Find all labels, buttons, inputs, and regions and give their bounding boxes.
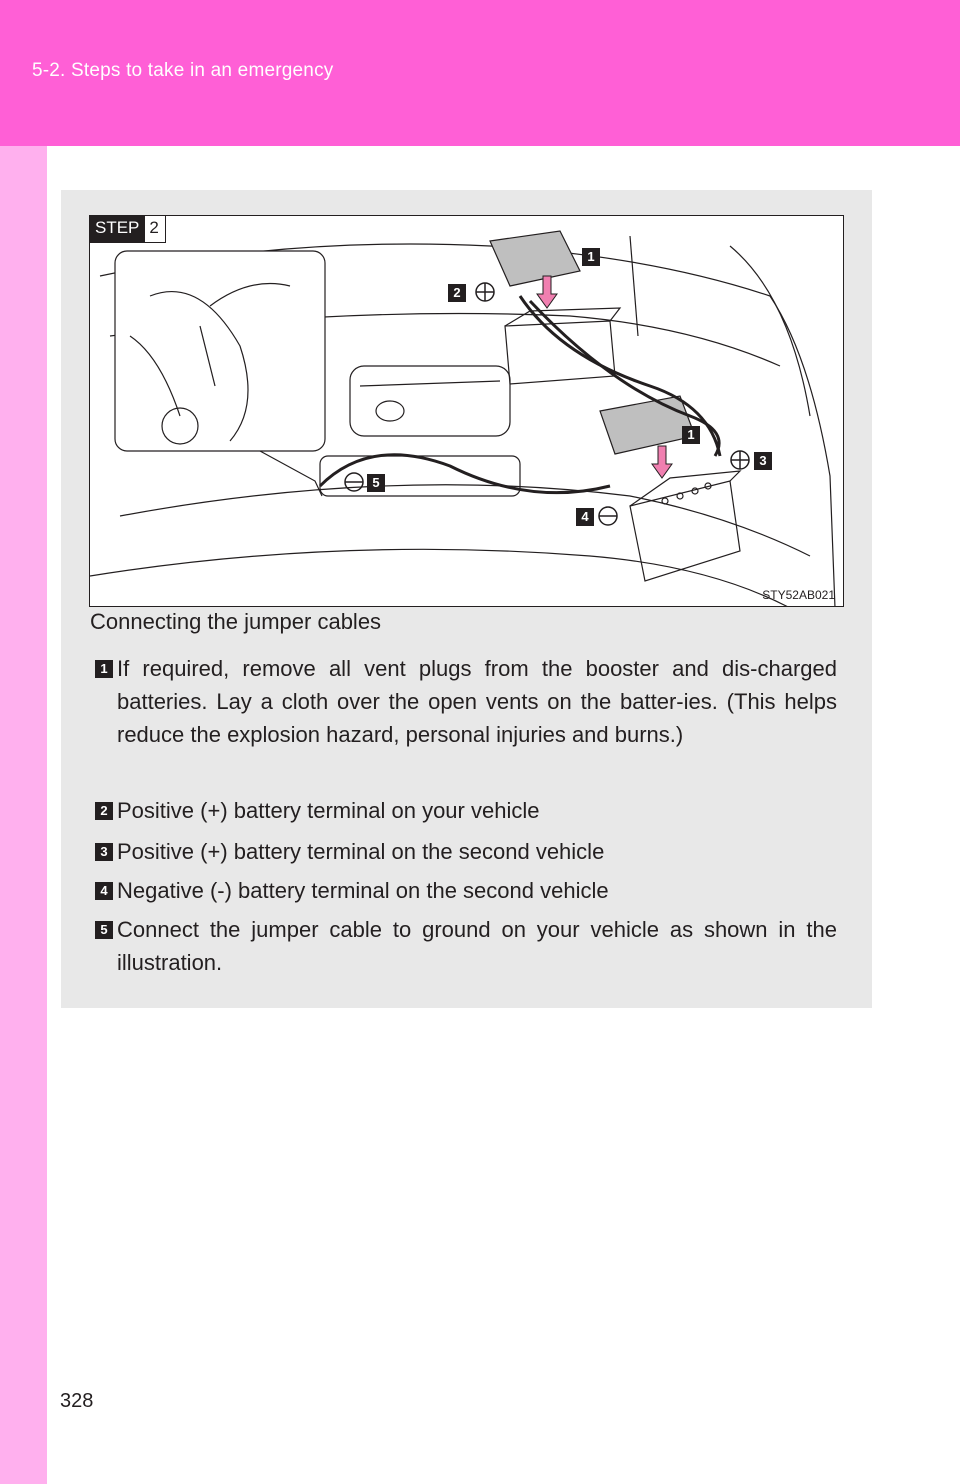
engine-bay-drawing	[90, 216, 844, 607]
list-item	[95, 652, 837, 751]
step-tag	[90, 216, 166, 243]
item-badge: 3	[95, 843, 113, 861]
page-number: 328	[60, 1390, 94, 1412]
callout-3: 3	[754, 452, 772, 470]
step-number: 2	[144, 216, 164, 242]
step-word: STEP	[90, 216, 144, 242]
list-item	[95, 913, 837, 979]
callout-1-bottom: 1	[682, 426, 700, 444]
list-item	[95, 835, 837, 868]
side-band	[0, 146, 47, 1484]
figure-caption: Connecting the jumper cables	[90, 609, 382, 634]
item-badge: 1	[95, 660, 113, 678]
list-item	[95, 794, 837, 827]
item-badge: 4	[95, 882, 113, 900]
callout-5: 5	[367, 474, 385, 492]
section-title: 5-2. Steps to take in an emergency	[32, 60, 334, 81]
callout-2: 2	[448, 284, 466, 302]
header-band	[0, 0, 960, 146]
list-item	[95, 874, 837, 907]
item-text: If required, remove all vent plugs from the booster and dis-charged batteries. Lay a cloth over the open vents on the batter-ies. (This helps reduce the explosion hazard, personal injuries and burns.)	[117, 656, 837, 747]
item-badge: 5	[95, 921, 113, 939]
item-text: Positive (+) battery terminal on the second vehicle	[117, 839, 605, 864]
item-text: Negative (-) battery terminal on the second vehicle	[117, 878, 609, 903]
item-text: Connect the jumper cable to ground on your vehicle as shown in the illustration.	[117, 917, 837, 975]
jumper-cable-illustration	[89, 215, 844, 607]
item-badge: 2	[95, 802, 113, 820]
figure-code: STY52AB021	[762, 588, 835, 602]
callout-1-top: 1	[582, 248, 600, 266]
callout-4: 4	[576, 508, 594, 526]
item-text: Positive (+) battery terminal on your vehicle	[117, 798, 540, 823]
